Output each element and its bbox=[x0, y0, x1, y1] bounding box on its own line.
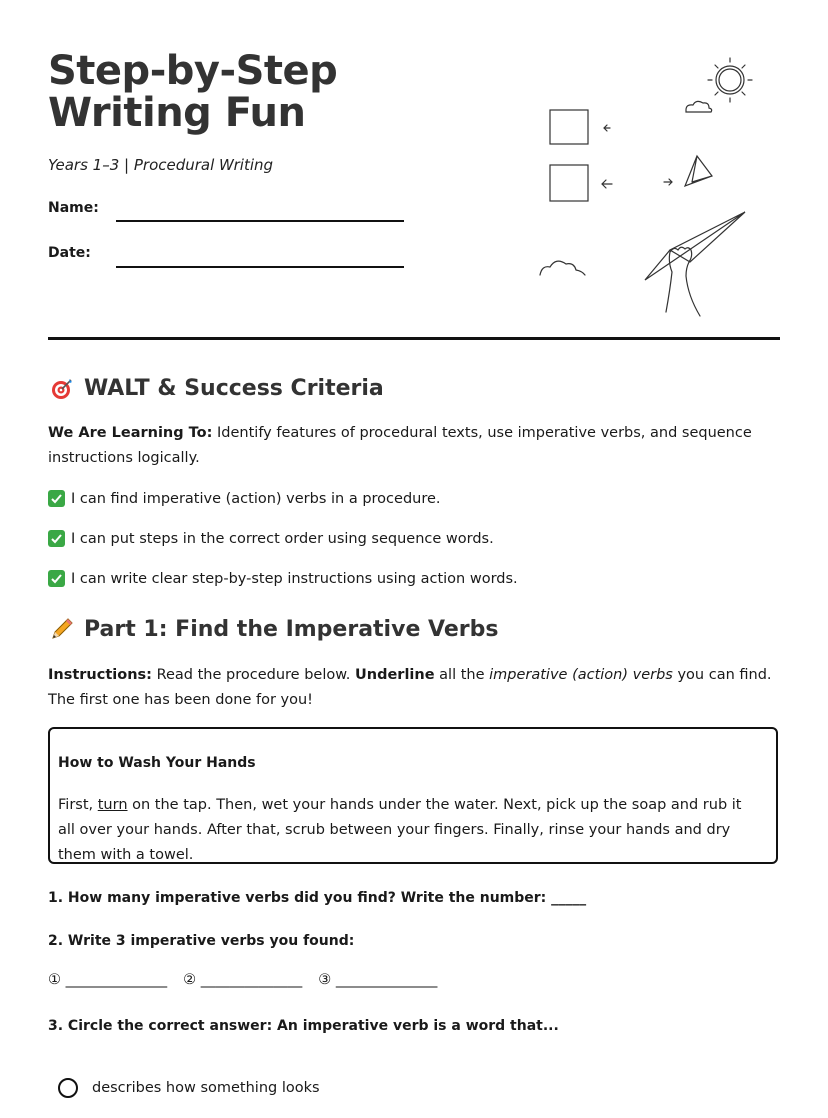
answer-blank-2[interactable]: ② ______________ bbox=[183, 972, 303, 988]
procedure-box bbox=[48, 727, 778, 864]
paper-plane-icon bbox=[645, 212, 745, 280]
page-title: Step-by-Step Writing Fun bbox=[48, 48, 338, 136]
checkmark-icon bbox=[48, 530, 65, 547]
part1-instructions bbox=[48, 663, 780, 713]
small-cloud-icon bbox=[686, 101, 712, 112]
criterion-text: I can write clear step-by-step instructions using action words. bbox=[71, 570, 518, 587]
part1-heading-text: Part 1: Find the Imperative Verbs bbox=[84, 616, 499, 642]
sun-icon bbox=[708, 58, 752, 102]
walt-heading-text: WALT & Success Criteria bbox=[84, 376, 384, 401]
cloud-icon bbox=[540, 261, 585, 275]
page-subtitle: Years 1–3 | Procedural Writing bbox=[48, 156, 274, 174]
procedure-text-part: on the tap. Then, wet your hands under the water. Next, pick up the soap and rub it all over your hands. After that, scrub between your fingers. Finally, rinse your hands and dry them with a towel. bbox=[58, 797, 742, 863]
walt-text: Identify features of procedural texts, use imperative verbs, and sequence instructions logically. bbox=[48, 425, 752, 466]
success-criterion bbox=[48, 570, 518, 587]
success-criterion bbox=[48, 530, 494, 547]
name-field[interactable] bbox=[116, 220, 404, 222]
radio-circle-icon[interactable] bbox=[58, 1078, 78, 1098]
step-box-icon bbox=[550, 110, 588, 144]
answer-blanks bbox=[48, 972, 437, 988]
walt-statement bbox=[48, 421, 780, 471]
question-3: 3. Circle the correct answer: An imperative verb is a word that... bbox=[48, 1018, 559, 1034]
procedure-text[interactable] bbox=[58, 793, 763, 868]
instructions-text: all the bbox=[434, 667, 490, 683]
instructions-text: you can find. The first one has been done for you! bbox=[48, 667, 772, 708]
name-label: Name: bbox=[48, 200, 99, 216]
answer-option[interactable] bbox=[58, 1078, 320, 1098]
answer-blank-1[interactable]: ① ______________ bbox=[48, 972, 168, 988]
procedure-title: How to Wash Your Hands bbox=[58, 755, 256, 771]
step-box-icon bbox=[550, 165, 588, 201]
pencil-icon bbox=[48, 616, 76, 642]
checkmark-icon bbox=[48, 490, 65, 507]
answer-blank-3[interactable]: ③ ______________ bbox=[318, 972, 438, 988]
procedure-text-part: First, bbox=[58, 797, 98, 813]
date-label: Date: bbox=[48, 245, 91, 261]
criterion-text: I can find imperative (action) verbs in a procedure. bbox=[71, 490, 441, 507]
walt-label: We Are Learning To: bbox=[48, 425, 213, 441]
instructions-label: Instructions: bbox=[48, 667, 152, 683]
criterion-text: I can put steps in the correct order using sequence words. bbox=[71, 530, 494, 547]
option-text: describes how something looks bbox=[92, 1080, 320, 1096]
part1-heading bbox=[48, 616, 498, 642]
walt-heading bbox=[48, 376, 384, 401]
header-divider bbox=[48, 337, 780, 340]
underline-word: Underline bbox=[354, 667, 435, 683]
success-criterion bbox=[48, 490, 441, 507]
checkmark-icon bbox=[48, 570, 65, 587]
example-verb: turn bbox=[97, 797, 128, 813]
paper-plane-illustration bbox=[530, 50, 780, 325]
instructions-text: Read the procedure below. bbox=[151, 667, 355, 683]
question-2: 2. Write 3 imperative verbs you found: bbox=[48, 933, 355, 949]
target-icon bbox=[48, 377, 76, 401]
imperative-term: imperative (action) verbs bbox=[489, 667, 673, 683]
date-field[interactable] bbox=[116, 266, 404, 268]
folded-plane-icon bbox=[685, 156, 712, 186]
question-1[interactable]: 1. How many imperative verbs did you find? Write the number: _____ bbox=[48, 890, 587, 906]
